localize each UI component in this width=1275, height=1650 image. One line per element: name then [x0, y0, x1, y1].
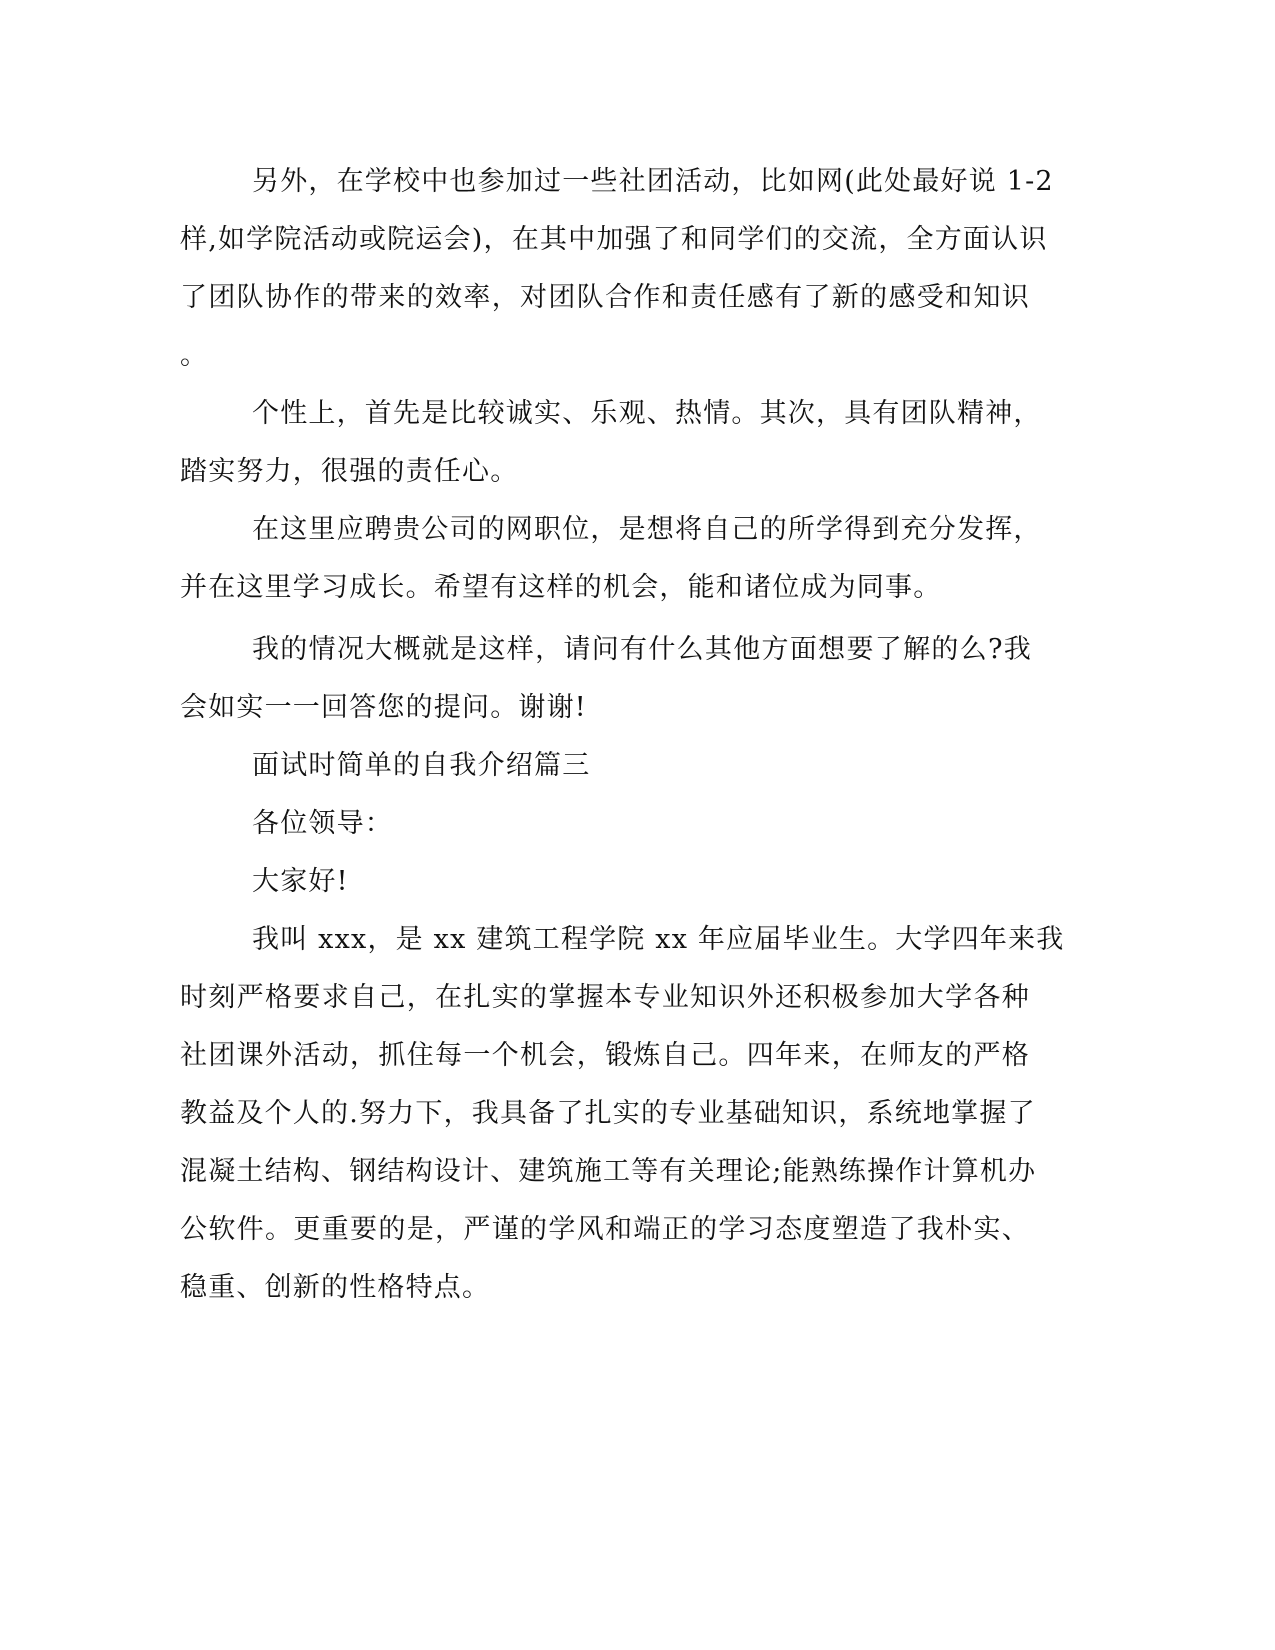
paragraph-line: 个性上，首先是比较诚实、乐观、热情。其次，具有团队精神，: [252, 398, 1042, 429]
paragraph-line: 样,如学院活动或院运会)，在其中加强了和同学们的交流，全方面认识: [180, 224, 1048, 255]
paragraph-line: 时刻严格要求自己，在扎实的掌握本专业知识外还积极参加大学各种: [180, 982, 1030, 1013]
paragraph-line: 另外，在学校中也参加过一些社团活动，比如网(此处最好说 1-2: [252, 166, 1054, 197]
paragraph-line: 了团队协作的带来的效率，对团队合作和责任感有了新的感受和知识: [180, 282, 1030, 313]
paragraph-line: 踏实努力，很强的责任心。: [180, 456, 519, 487]
paragraph-line: 在这里应聘贵公司的网职位，是想将自己的所学得到充分发挥，: [252, 514, 1042, 545]
greeting: 大家好!: [252, 866, 349, 897]
paragraph-line: 公软件。更重要的是，严谨的学风和端正的学习态度塑造了我朴实、: [180, 1214, 1030, 1245]
paragraph-line: 。: [180, 340, 209, 371]
paragraph-line: 稳重、创新的性格特点。: [180, 1272, 491, 1303]
paragraph-line: 教益及个人的.努力下，我具备了扎实的专业基础知识，系统地掌握了: [180, 1098, 1036, 1129]
paragraph-line: 并在这里学习成长。希望有这样的机会，能和诸位成为同事。: [180, 572, 942, 603]
paragraph-line: 混凝土结构、钢结构设计、建筑施工等有关理论;能熟练操作计算机办: [180, 1156, 1037, 1187]
paragraph-line: 会如实一一回答您的提问。谢谢!: [180, 692, 587, 723]
salutation: 各位领导：: [252, 808, 393, 839]
section-heading: 面试时简单的自我介绍篇三: [252, 750, 591, 781]
paragraph-line: 我的情况大概就是这样，请问有什么其他方面想要了解的么?我: [252, 634, 1032, 665]
paragraph-line: 社团课外活动，抓住每一个机会，锻炼自己。四年来，在师友的严格: [180, 1040, 1030, 1071]
paragraph-line: 我叫 xxx，是 xx 建筑工程学院 xx 年应届毕业生。大学四年来我: [252, 924, 1065, 955]
